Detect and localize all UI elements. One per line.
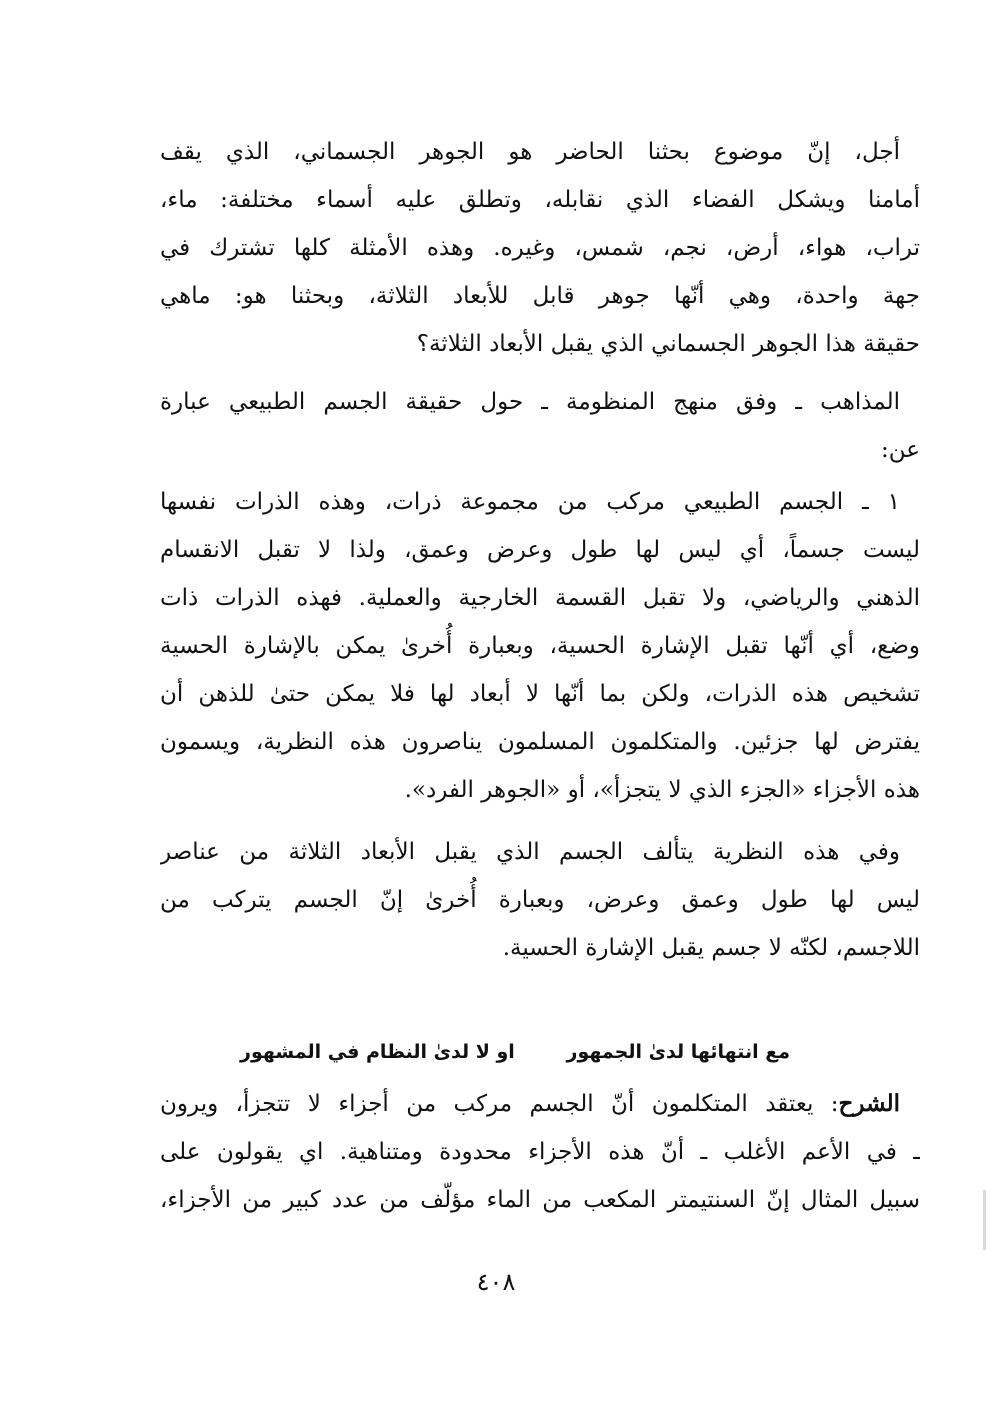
paragraph-1-line-3: تراب، هواء، أرض، نجم، شمس، وغيره. وهذه الأمثلة كلها تشترك في [160, 235, 920, 261]
verse-second-hemistich: او لا لدىٰ النظام في المشهور [240, 1041, 515, 1063]
poem-verse [160, 1032, 920, 1072]
paragraph-3-line-6: يفترض لها جزئين. والمتكلمون المسلمون يناصرون هذه النظرية، ويسمون [160, 729, 920, 755]
verse-first-hemistich: مع انتهائها لدىٰ الجمهور [566, 1041, 790, 1063]
paragraph-1-line-1: أجل، إنّ موضوع بحثنا الحاضر هو الجوهر الجسماني، الذي يقف [160, 139, 900, 165]
paragraph-5-line-1 [160, 1080, 920, 1128]
paragraph-4 [160, 828, 920, 972]
paragraph-2-line-1: المذاهب ـ وفق منهج المنظومة ـ حول حقيقة الجسم الطبيعي عبارة [160, 389, 900, 415]
paragraph-5 [160, 1080, 920, 1224]
paragraph-5-line-1-rest: : يعتقد المتكلمون أنّ الجسم مركب من أجزاء لا تتجزأ، ويرون [160, 1091, 839, 1117]
paragraph-3-line-5: تشخيص هذه الذرات، ولكن بما أنّها لا أبعاد لها فلا يمكن حتىٰ للذهن أن [160, 681, 920, 707]
paragraph-3-line-2: ليست جسماً، أي ليس لها طول وعرض وعمق، ولذا لا تقبل الانقسام [160, 537, 920, 563]
paragraph-1-line-4: جهة واحدة، وهي أنّها جوهر قابل للأبعاد الثلاثة، وبحثنا هو: ماهي [160, 283, 920, 309]
paragraph-3-line-7: هذه الأجزاء «الجزء الذي لا يتجزأ»، أو «الجوهر الفرد». [404, 777, 920, 803]
paragraph-1-line-5: حقيقة هذا الجوهر الجسماني الذي يقبل الأبعاد الثلاثة؟ [416, 331, 920, 357]
paragraph-2-line-2: عن: [881, 437, 920, 463]
paragraph-2 [160, 378, 920, 474]
paragraph-3 [160, 478, 920, 814]
commentary-term: الشرح [838, 1090, 900, 1117]
paragraph-1-line-2: أمامنا ويشكل الفضاء الذي نقابله، وتطلق عليه أسماء مختلفة: ماء، [160, 187, 920, 213]
paragraph-3-line-4: وضع، أي أنّها تقبل الإشارة الحسية، وبعبارة أُخرىٰ يمكن بالإشارة الحسية [160, 633, 920, 659]
paragraph-4-line-2: ليس لها طول وعمق وعرض، وبعبارة أُخرىٰ إنّ الجسم يتركب من [160, 887, 920, 913]
page-number: ٤٠٨ [476, 1268, 516, 1296]
scan-edge-mark [983, 1190, 986, 1250]
paragraph-3-line-1: ١ ـ الجسم الطبيعي مركب من مجموعة ذرات، وهذه الذرات نفسها [160, 489, 900, 515]
paragraph-3-line-3: الذهني والرياضي، ولا تقبل القسمة الخارجية والعملية. فهذه الذرات ذات [160, 585, 920, 611]
paragraph-1 [160, 128, 920, 368]
paragraph-4-line-3: اللاجسم، لكنّه لا جسم يقبل الإشارة الحسية. [502, 935, 920, 961]
paragraph-5-line-2: ـ في الأعم الأغلب ـ أنّ هذه الأجزاء محدودة ومتناهية. اي يقولون على [160, 1139, 920, 1165]
paragraph-4-line-1: وفي هذه النظرية يتألف الجسم الذي يقبل الأبعاد الثلاثة من عناصر [160, 839, 900, 865]
paragraph-5-line-3: سبيل المثال إنّ السنتيمتر المكعب من الماء مؤلّف من عدد كبير من الأجزاء، [160, 1187, 920, 1213]
